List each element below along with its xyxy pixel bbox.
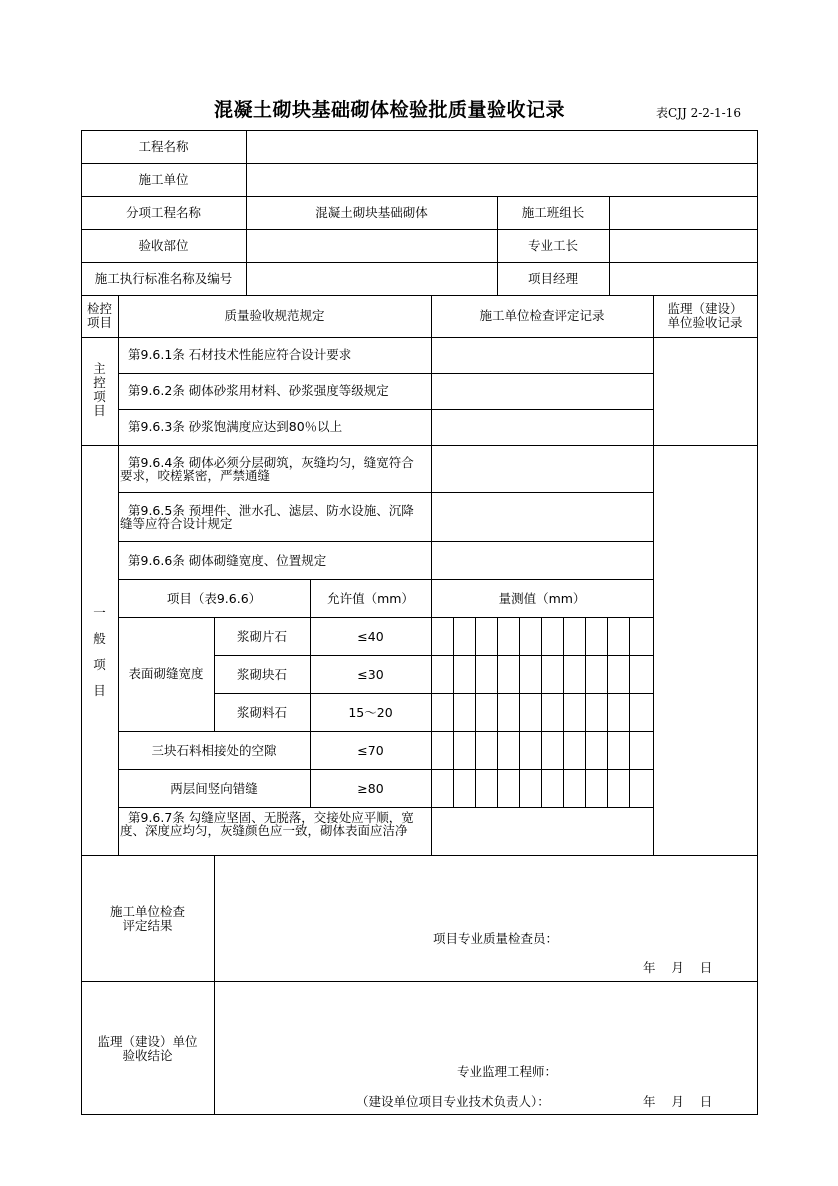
measure-measured-header: 量测值（mm） <box>498 591 586 606</box>
measure-item-header: 项目（表9.6.6） <box>166 591 262 606</box>
supervising-engineer-label: 专业监理工程师： <box>457 1064 558 1079</box>
sub-project-value: 混凝土砌块基础砌体 <box>315 205 428 220</box>
general-item-966-record[interactable] <box>433 543 651 578</box>
result-date: 年 月 日 <box>643 960 713 975</box>
measure-row-allow: ≥80 <box>357 781 384 796</box>
construction-unit-field[interactable] <box>248 167 755 195</box>
main-item-961-record[interactable] <box>433 340 651 372</box>
measure-row-name: 两层间竖向错缝 <box>170 781 258 796</box>
acceptance-part-field[interactable] <box>248 233 496 261</box>
foreman-field[interactable] <box>611 233 755 261</box>
general-items-supervisor-record[interactable] <box>655 447 755 853</box>
general-item-966: 第9.6.6条 砌体砌缝宽度、位置规定 <box>128 553 327 568</box>
spec-col-header: 质量验收规范规定 <box>224 308 325 323</box>
pm-field[interactable] <box>611 266 755 294</box>
supervisor-col-header-l1: 监理（建设） <box>667 301 743 316</box>
item-col-header-l2: 项目 <box>86 315 112 330</box>
main-item-962-record[interactable] <box>433 376 651 408</box>
measure-group-label: 表面砌缝宽度 <box>128 666 204 681</box>
measure-row-allow: ≤40 <box>357 629 384 644</box>
pm-label: 项目经理 <box>527 271 578 286</box>
team-leader-label: 施工班组长 <box>521 205 585 220</box>
general-item-964-record[interactable] <box>433 447 651 491</box>
measure-row-allow: 15～20 <box>348 705 393 720</box>
construction-unit-label: 施工单位 <box>138 172 189 187</box>
main-item-963: 第9.6.3条 砂浆饱满度应达到80％以上 <box>128 419 343 434</box>
owner-representative-label: （建设单位项目专业技术负责人）： <box>356 1094 550 1109</box>
measure-row-allow: ≤70 <box>357 743 384 758</box>
result-label-l2: 评定结果 <box>122 918 173 933</box>
form-code: 表CJJ 2-2-1-16 <box>656 106 741 120</box>
standard-field[interactable] <box>248 266 496 294</box>
general-item-964: 第9.6.4条 砌体必须分层砌筑，灰缝均匀，缝宽符合要求，咬槎紧密，严禁通缝 <box>120 455 414 483</box>
conclusion-label-l2: 验收结论 <box>122 1048 173 1063</box>
measure-row-name: 浆砌块石 <box>236 667 287 682</box>
record-col-header: 施工单位检查评定记录 <box>479 308 605 323</box>
acceptance-part-label: 验收部位 <box>138 238 189 253</box>
result-label-l1: 施工单位检查 <box>109 904 185 919</box>
measure-row-name: 三块石料相接处的空隙 <box>151 743 277 758</box>
measure-row-allow: ≤30 <box>357 667 384 682</box>
main-items-supervisor-record[interactable] <box>655 340 755 444</box>
project-name-field[interactable] <box>248 134 755 162</box>
quality-inspector-label: 项目专业质量检查员： <box>433 931 559 946</box>
item-col-header-l1: 检控 <box>86 301 112 316</box>
main-item-962: 第9.6.2条 砌体砂浆用材料、砂浆强度等级规定 <box>128 383 389 398</box>
conclusion-date: 年 月 日 <box>643 1094 713 1109</box>
supervisor-col-header-l2: 单位验收记录 <box>667 315 743 330</box>
measure-allow-header: 允许值（mm） <box>327 591 414 606</box>
main-item-961: 第9.6.1条 石材技术性能应符合设计要求 <box>128 347 352 362</box>
general-item-965: 第9.6.5条 预埋件、泄水孔、滤层、防水设施、沉降缝等应符合设计规定 <box>120 503 414 531</box>
general-item-967-record[interactable] <box>433 809 651 854</box>
form-title: 混凝土砌块基础砌体检验批质量验收记录 <box>214 99 566 121</box>
measure-row-name: 浆砌料石 <box>236 705 287 720</box>
main-item-963-record[interactable] <box>433 412 651 444</box>
standard-label: 施工执行标准名称及编号 <box>94 271 233 286</box>
result-field[interactable] <box>216 858 755 918</box>
foreman-label: 专业工长 <box>527 238 578 253</box>
general-item-965-record[interactable] <box>433 494 651 540</box>
measure-row-name: 浆砌片石 <box>236 629 287 644</box>
sub-project-label: 分项工程名称 <box>125 205 201 220</box>
project-name-label: 工程名称 <box>138 139 189 154</box>
conclusion-label-l1: 监理（建设）单位 <box>97 1034 198 1049</box>
conclusion-field[interactable] <box>216 984 755 1054</box>
team-leader-field[interactable] <box>611 200 755 228</box>
general-item-967: 第9.6.7条 勾缝应坚固、无脱落，交接处应平顺，宽度、深度应均匀，灰缝颜色应一致，砌体表面应洁净 <box>120 810 414 838</box>
